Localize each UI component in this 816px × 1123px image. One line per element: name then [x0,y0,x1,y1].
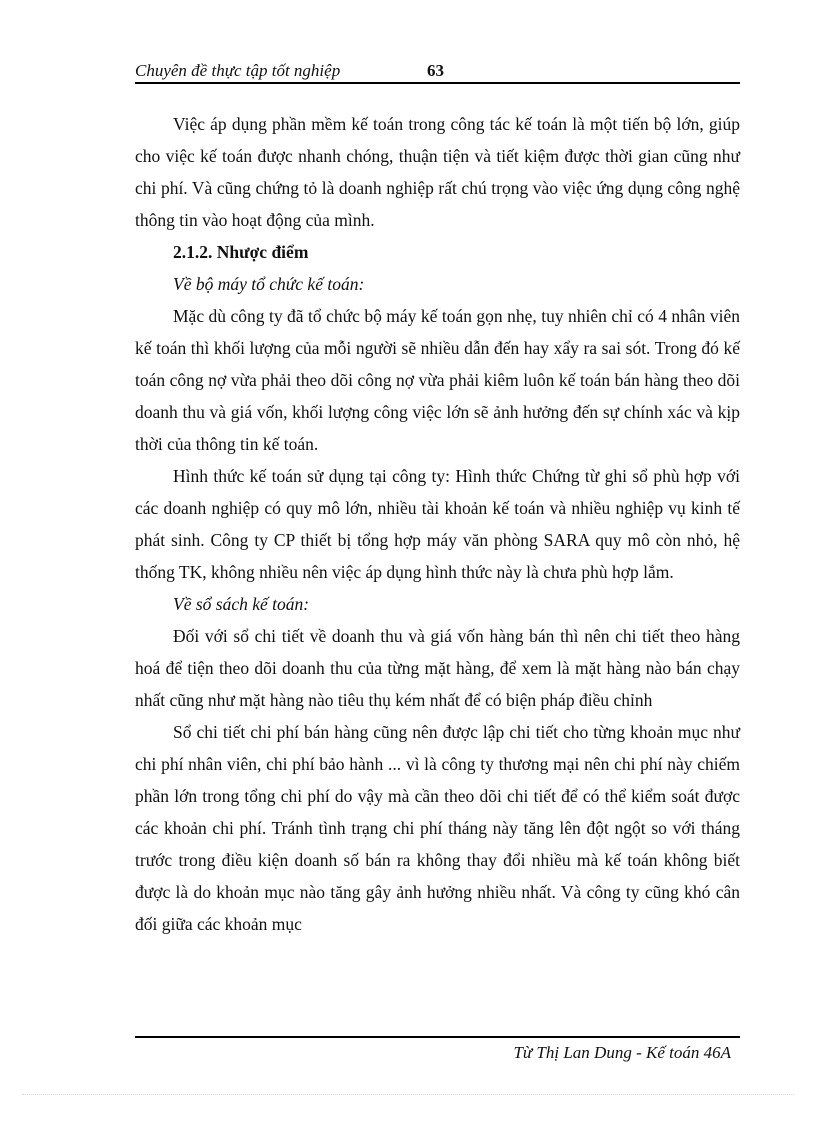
footer-author: Từ Thị Lan Dung - Kế toán 46A [513,1043,731,1062]
footer-divider [135,1036,740,1038]
paragraph-software-benefit: Việc áp dụng phần mềm kế toán trong công tác kế toán là một tiến bộ lớn, giúp cho việc kế toán được nhanh chóng, thuận tiện và tiết kiệm được thời gian cũng như chi phí. Và cũng chứng tỏ là doanh nghiệp rất chú trọng vào việc ứng dụng công nghệ thông tin vào hoạt động của mình. [135,114,740,230]
section-heading: 2.1.2. Nhược điểm [173,242,309,262]
page-header [135,60,740,84]
paragraph-bookkeeping-form: Hình thức kế toán sử dụng tại công ty: Hình thức Chứng từ ghi sổ phù hợp với các doanh nghiệp có quy mô lớn, nhiều tài khoản kế toán và nhiều nghiệp vụ kinh tế phát sinh. Công ty CP thiết bị tổng hợp máy văn phòng SARA quy mô còn nhỏ, hệ thống TK, không nhiều nên việc áp dụng hình thức này là chưa phù hợp lắm. [135,466,740,582]
subheading-books: Về sổ sách kế toán: [173,594,310,614]
paragraph-staffing: Mặc dù công ty đã tổ chức bộ máy kế toán gọn nhẹ, tuy nhiên chỉ có 4 nhân viên kế toán thì khối lượng của mỗi người sẽ nhiều dẫn đến hay xẩy ra sai sót. Trong đó kế toán công nợ vừa phải theo dõi công nợ vừa phải kiêm luôn kế toán bán hàng theo dõi doanh thu và giá vốn, khối lượng công việc lớn sẽ ảnh hưởng đến sự chính xác và kịp thời của thông tin kế toán. [135,306,740,454]
paragraph-revenue-ledger: Đối với sổ chi tiết về doanh thu và giá vốn hàng bán thì nên chi tiết theo hàng hoá để tiện theo dõi doanh thu của từng mặt hàng, để xem là mặt hàng nào bán chạy nhất cũng như mặt hàng nào tiêu thụ kém nhất để có biện pháp điều chỉnh [135,626,740,710]
subheading-organization: Về bộ máy tổ chức kế toán: [173,274,365,294]
paragraph-selling-expense: Sổ chi tiết chi phí bán hàng cũng nên được lập chi tiết cho từng khoản mục như chi phí nhân viên, chi phí bảo hành ... vì là công ty thương mại nên chi phí này chiếm phần lớn trong tổng chi phí do vậy mà cần theo dõi chi tiết để có thể kiểm soát được các khoản chi phí. Tránh tình trạng chi phí tháng này tăng lên đột ngột so với tháng trước trong điều kiện doanh số bán ra không thay đổi nhiều mà kế toán không biết được là do khoản mục nào tăng gây ảnh hưởng nhiều nhất. Và công ty cũng khó cân đối giữa các khoản mục [135,722,740,934]
document-body [135,108,740,940]
header-title: Chuyên đề thực tập tốt nghiệp [135,61,341,80]
page-number: 63 [427,61,444,80]
page-edge-divider [22,1094,794,1095]
